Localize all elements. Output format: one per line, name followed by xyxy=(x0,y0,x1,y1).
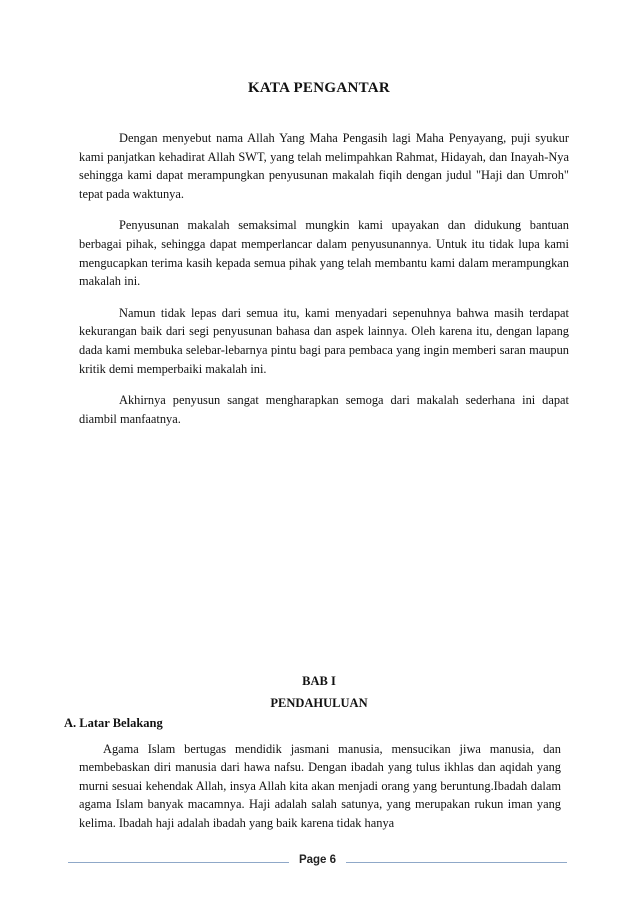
page-number: Page 6 xyxy=(298,854,337,866)
section-paragraph: Agama Islam bertugas mendidik jasmani manusia, mensucikan jiwa manusia, dan membebaskan diri manusia dari hawa nafsu. Dengan ibadah yang tulus ikhlas dan aqidah yang murni sesuai kehendak Allah, insya Allah kita akan menjadi orang yang beruntung.Ibadah dalam agama Islam banyak macamnya. Haji adalah salah satunya, yang merupakan rukun iman yang kelima. Ibadah haji adalah ibadah yang baik karena tidak hanya xyxy=(79,742,561,830)
footer-divider-left xyxy=(68,862,289,863)
foreword-paragraph: Dengan menyebut nama Allah Yang Maha Pengasih lagi Maha Penyayang, puji syukur kami panjatkan kehadirat Allah SWT, yang telah melimpahkan Rahmat, Hidayah, dan Inayah-Nya sehingga kami dapat merampungkan penyusunan makalah fiqih dengan judul "Haji dan Umroh" tepat pada waktunya. xyxy=(79,131,569,201)
page-title: KATA PENGANTAR xyxy=(247,80,391,96)
section-heading: A. Latar Belakang xyxy=(64,716,163,730)
foreword-paragraph: Akhirnya penyusun sangat mengharapkan semoga dari makalah sederhana ini dapat diambil manfaatnya. xyxy=(79,393,569,426)
foreword-body xyxy=(79,129,569,441)
chapter-title: PENDAHULUAN xyxy=(270,696,368,710)
foreword-paragraph: Penyusunan makalah semaksimal mungkin kami upayakan dan didukung bantuan berbagai pihak, sehingga dapat memperlancar dalam penyusunannya. Untuk itu tidak lupa kami mengucapkan terima kasih kepada semua pihak yang telah membantu kami dalam merampungkan makalah ini. xyxy=(79,218,569,289)
foreword-paragraph: Namun tidak lepas dari semua itu, kami menyadari sepenuhnya bahwa masih terdapat kekurangan baik dari segi penyusunan bahasa dan aspek lainnya. Oleh karena itu, dengan lapang dada kami membuka selebar-lebarnya pintu bagi para pembaca yang ingin memberi saran maupun kritik demi memperbaiki makalah ini. xyxy=(79,305,569,376)
footer-divider-right xyxy=(346,862,567,863)
chapter-label: BAB I xyxy=(302,674,336,688)
section-body xyxy=(79,740,561,832)
